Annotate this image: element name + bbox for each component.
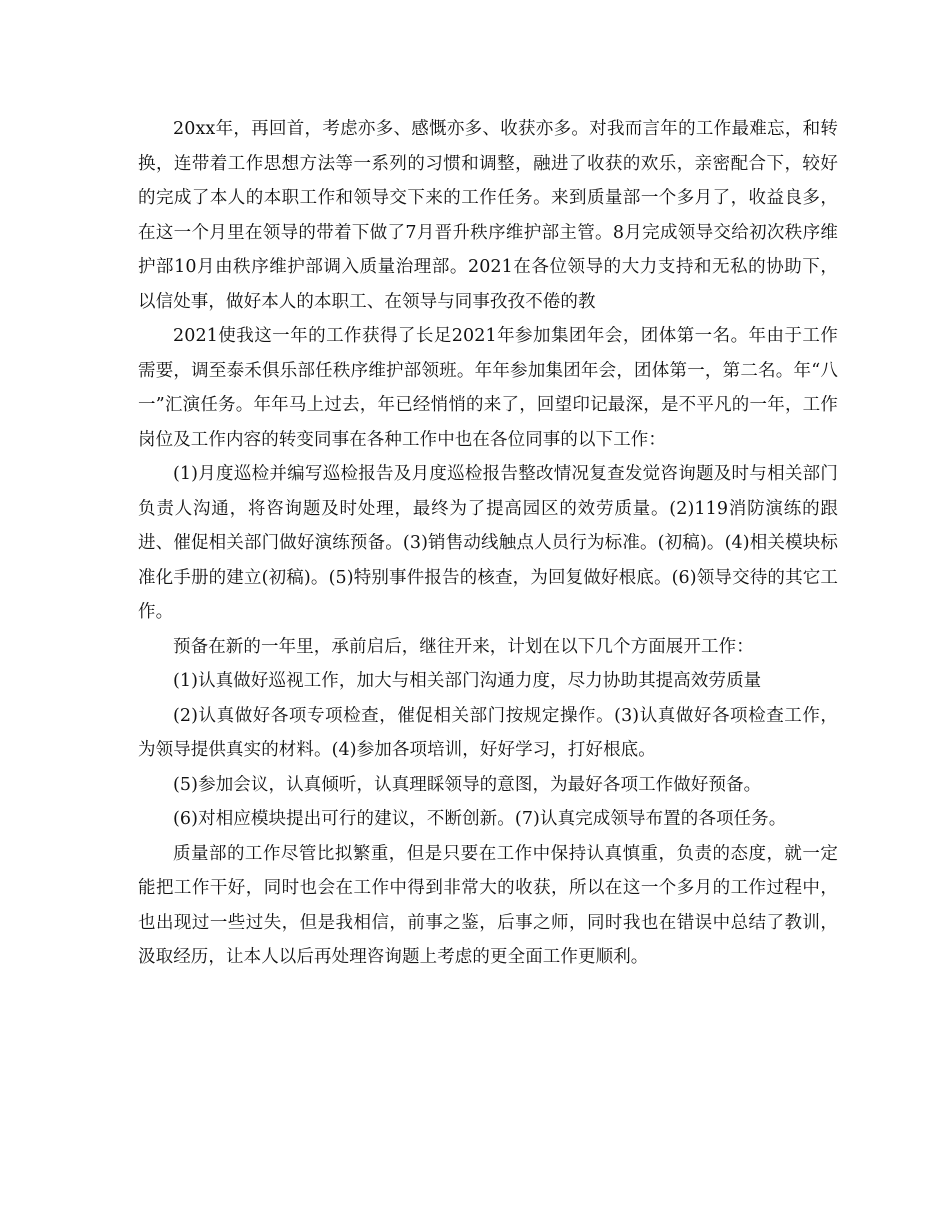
paragraph-plan-items-2-4: (2)认真做好各项专项检查，催促相关部门按规定操作。(3)认真做好各项检查工作，为领导提供真实的材料。(4)参加各项培训，好好学习，打好根底。 — [138, 705, 838, 760]
paragraph-work-items: (1)月度巡检并编写巡检报告及月度巡检报告整改情况复查发觉咨询题及时与相关部门负责人沟通，将咨询题及时处理，最终为了提高园区的效劳质量。(2)119消防演练的跟进、催促相关部门做好演练预备。(3)销售动线触点人员行为标准。(初稿)。(4)相关模块标准化手册的建立(初稿)。(5)特别事件报告的核查，为回复做好根底。(6)领导交待的其它工作。 — [138, 464, 838, 622]
paragraph-conclusion: 质量部的工作尽管比拟繁重，但是只要在工作中保持认真慎重，负责的态度，就一定能把工作干好，同时也会在工作中得到非常大的收获，所以在这一个多月的工作过程中，也出现过一些过失，但是我相信，前事之鉴，后事之师，同时我也在错误中总结了教训，汲取经历，让本人以后再处理咨询题上考虑的更全面工作更顺利。 — [138, 843, 838, 967]
paragraph-plan-intro: 预备在新的一年里，承前启后，继往开来，计划在以下几个方面展开工作： — [173, 636, 754, 657]
paragraph-plan-item-5: (5)参加会议，认真倾听，认真理睬领导的意图，为最好各项工作做好预备。 — [173, 774, 762, 795]
paragraph-achievements: 2021使我这一年的工作获得了长足2021年参加集团年会，团体第一名。年由于工作需要，调至泰禾俱乐部任秩序维护部领班。年年参加集团年会，团体第一，第二名。年“八一”汇演任务。年年马上过去，年已经悄悄的来了，回望印记最深，是不平凡的一年，工作岗位及工作内容的转变同事在各种工作中也在各位同事的以下工作： — [138, 326, 838, 450]
document-body — [138, 112, 838, 975]
paragraph-plan-item-1: (1)认真做好巡视工作，加大与相关部门沟通力度，尽力协助其提高效劳质量 — [173, 671, 762, 691]
paragraph-review: 20xx年，再回首，考虑亦多、感慨亦多、收获亦多。对我而言年的工作最难忘，和转换，连带着工作思想方法等一系列的习惯和调整，融进了收获的欢乐，亲密配合下，较好的完成了本人的本职工作和领导交下来的工作任务。来到质量部一个多月了，收益良多，在这一个月里在领导的带着下做了7月晋升秩序维护部主管。8月完成领导交给初次秩序维护部10月由秩序维护部调入质量治理部。2021在各位领导的大力支持和无私的协助下，以信处事，做好本人的本职工、在领导与同事孜孜不倦的教 — [138, 119, 838, 312]
paragraph-plan-items-6-7: (6)对相应模块提出可行的建议，不断创新。(7)认真完成领导布置的各项任务。 — [173, 809, 787, 829]
